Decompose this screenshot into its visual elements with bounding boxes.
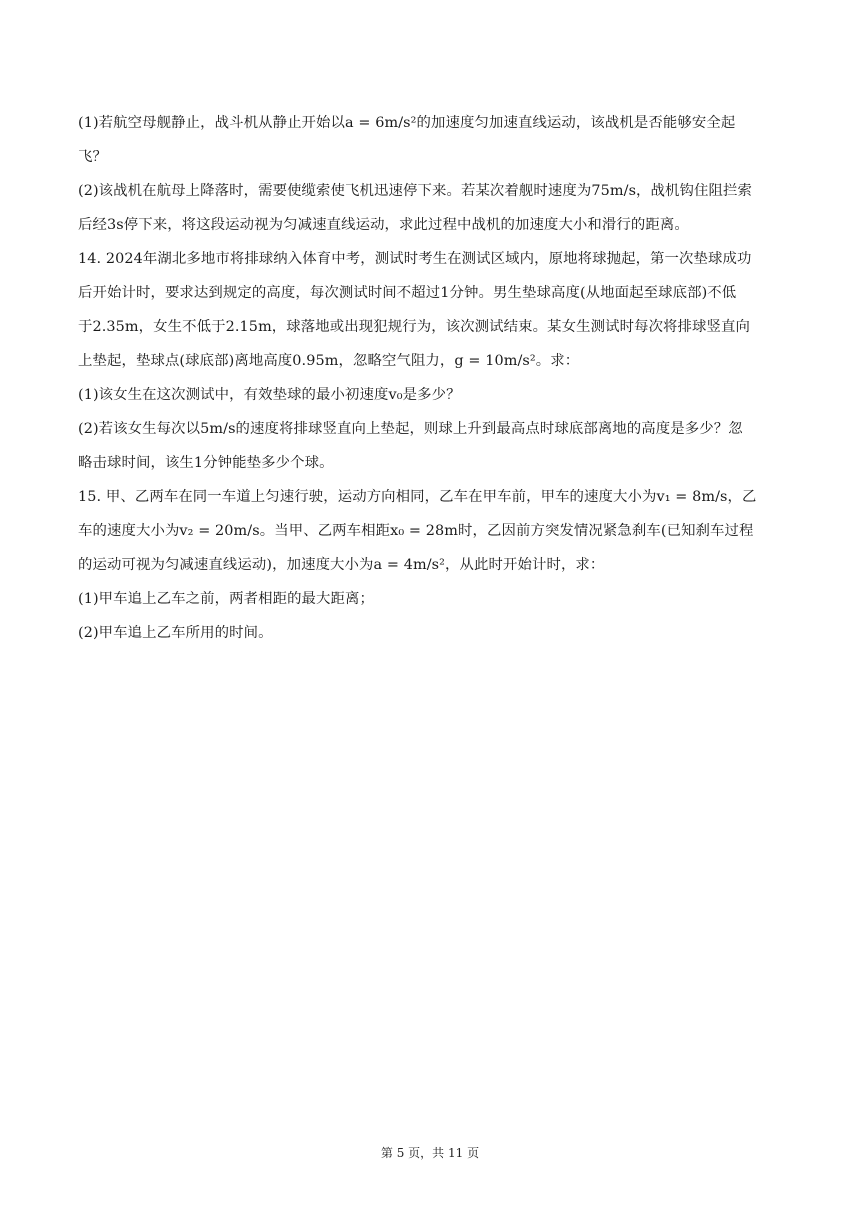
text-line: (1)若航空母舰静止，战斗机从静止开始以a = 6m/s²的加速度匀加速直线运动，该战机是否能够安全起 <box>78 115 736 131</box>
text-line: 后开始计时，要求达到规定的高度，每次测试时间不超过1分钟。男生垫球高度(从地面起至球底部)不低 <box>78 285 737 301</box>
page-content <box>78 106 784 650</box>
text-line: 14. 2024年湖北多地市将排球纳入体育中考，测试时考生在测试区域内，原地将球抛起，第一次垫球成功 <box>78 251 752 267</box>
text-line: 车的速度大小为v₂ = 20m/s。当甲、乙两车相距x₀ = 28m时，乙因前方突发情况紧急刹车(已知刹车过程 <box>78 523 754 539</box>
text-line: 后经3s停下来，将这段运动视为匀减速直线运动，求此过程中战机的加速度大小和滑行的距离。 <box>78 217 689 233</box>
text-line: (2)甲车追上乙车所用的时间。 <box>78 625 273 641</box>
text-line: (2)该战机在航母上降落时，需要使缆索使飞机迅速停下来。若某次着舰时速度为75m/s，战机钩住阻拦索 <box>78 183 752 199</box>
page-footer: 第 5 页，共 11 页 <box>380 1146 480 1160</box>
text-line: (1)该女生在这次测试中，有效垫球的最小初速度v₀是多少？ <box>78 387 461 403</box>
text-line: 飞？ <box>78 149 107 165</box>
text-line: (1)甲车追上乙车之前，两者相距的最大距离； <box>78 591 375 607</box>
text-line: (2)若该女生每次以5m/s的速度将排球竖直向上垫起，则球上升到最高点时球底部离地的高度是多少？忽 <box>78 421 743 437</box>
text-line: 15. 甲、乙两车在同一车道上匀速行驶，运动方向相同，乙车在甲车前，甲车的速度大小为v₁ = 8m/s，乙 <box>78 489 757 505</box>
text-line: 上垫起，垫球点(球底部)离地高度0.95m，忽略空气阻力，g = 10m/s²。求： <box>78 353 580 369</box>
text-line: 的运动可视为匀减速直线运动)，加速度大小为a = 4m/s²，从此时开始计时，求： <box>78 557 605 573</box>
text-line: 略击球时间，该生1分钟能垫多少个球。 <box>78 455 334 471</box>
text-line: 于2.35m，女生不低于2.15m，球落地或出现犯规行为，该次测试结束。某女生测试时每次将排球竖直向 <box>78 319 751 335</box>
